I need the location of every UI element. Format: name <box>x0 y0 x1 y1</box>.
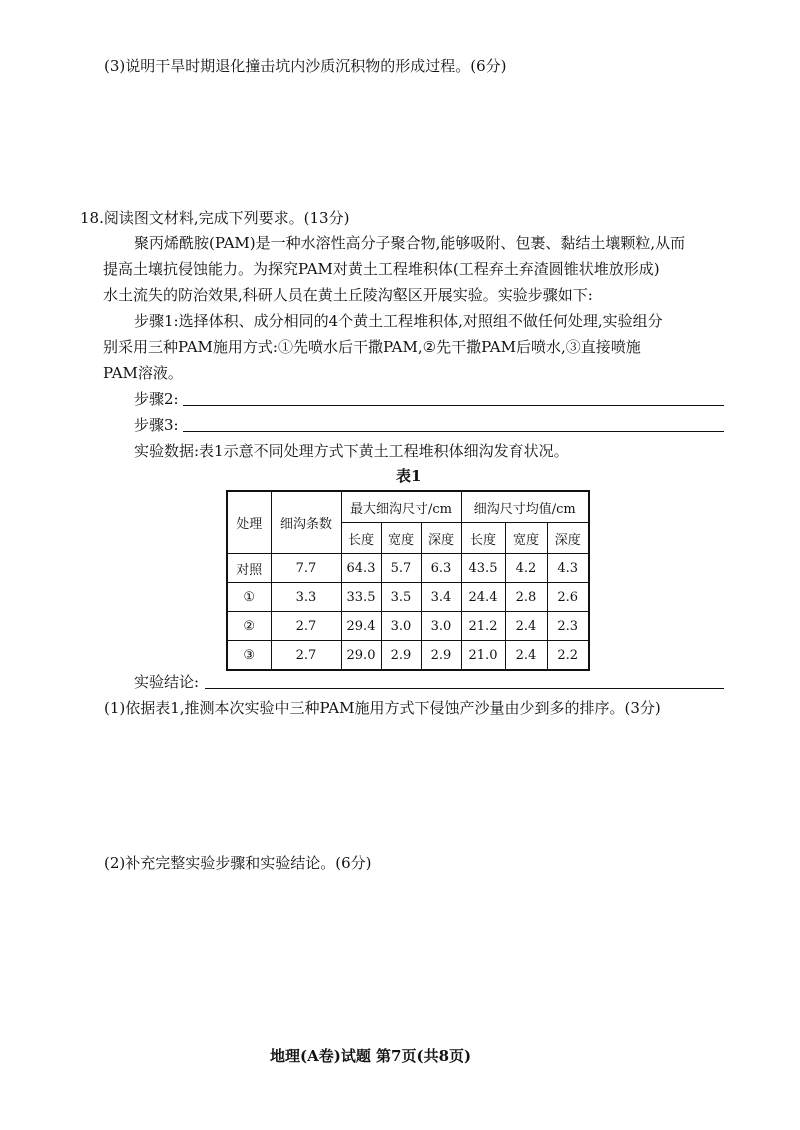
table-cell: 2.4 <box>505 641 547 671</box>
table-cell: 2.9 <box>421 641 461 671</box>
table-cell: 24.4 <box>461 583 505 612</box>
material-line-3: 水土流失的防治效果,科研人员在黄土丘陵沟壑区开展实验。实验步骤如下: <box>103 286 593 304</box>
subheader-avg-depth: 深度 <box>547 523 589 554</box>
table-cell: ② <box>227 612 271 641</box>
table-cell: 64.3 <box>341 554 381 583</box>
question-18-heading: 18.阅读图文材料,完成下列要求。(13分) <box>80 209 350 227</box>
header-avg-size: 细沟尺寸均值/cm <box>461 491 589 523</box>
table-row <box>227 612 589 641</box>
table-cell: 3.0 <box>421 612 461 641</box>
question-17-3: (3)说明干旱时期退化撞击坑内沙质沉积物的形成过程。(6分) <box>104 57 507 75</box>
subheader-avg-length: 长度 <box>461 523 505 554</box>
step1-line-3: PAM溶液。 <box>103 364 183 382</box>
table-cell: 4.2 <box>505 554 547 583</box>
table-cell: 3.3 <box>271 583 341 612</box>
table-cell: 21.0 <box>461 641 505 671</box>
step1-line-2: 别采用三种PAM施用方式:①先喷水后干撒PAM,②先干撒PAM后喷水,③直接喷施 <box>103 338 641 356</box>
subquestion-2: (2)补充完整实验步骤和实验结论。(6分) <box>104 854 372 872</box>
table-cell: 3.0 <box>381 612 421 641</box>
table-cell: 4.3 <box>547 554 589 583</box>
subheader-max-depth: 深度 <box>421 523 461 554</box>
table-cell: 对照 <box>227 554 271 583</box>
table-cell: 33.5 <box>341 583 381 612</box>
table-cell: 2.7 <box>271 641 341 671</box>
step2-label: 步骤2: <box>134 390 179 408</box>
table-cell: 29.0 <box>341 641 381 671</box>
table-cell: 7.7 <box>271 554 341 583</box>
table-cell: 2.9 <box>381 641 421 671</box>
table-row <box>227 554 589 583</box>
table-cell: 3.4 <box>421 583 461 612</box>
table-cell: ① <box>227 583 271 612</box>
step3-blank[interactable] <box>183 431 724 432</box>
rill-data-table <box>226 490 590 671</box>
subheader-max-length: 长度 <box>341 523 381 554</box>
step1-line-1: 步骤1:选择体积、成分相同的4个黄土工程堆积体,对照组不做任何处理,实验组分 <box>134 312 663 330</box>
header-rill-count: 细沟条数 <box>271 491 341 554</box>
subheader-max-width: 宽度 <box>381 523 421 554</box>
page-footer: 地理(A卷)试题 第7页(共8页) <box>270 1047 472 1065</box>
table-title: 表1 <box>396 467 422 485</box>
table-cell: 5.7 <box>381 554 421 583</box>
table-cell: 2.8 <box>505 583 547 612</box>
header-max-size: 最大细沟尺寸/cm <box>341 491 461 523</box>
table-row <box>227 583 589 612</box>
subheader-avg-width: 宽度 <box>505 523 547 554</box>
table-cell: 43.5 <box>461 554 505 583</box>
table-cell: 2.2 <box>547 641 589 671</box>
conclusion-blank[interactable] <box>205 688 724 689</box>
table-cell: 6.3 <box>421 554 461 583</box>
table-cell: 2.7 <box>271 612 341 641</box>
table-cell: 21.2 <box>461 612 505 641</box>
table-cell: 3.5 <box>381 583 421 612</box>
step2-blank[interactable] <box>183 405 724 406</box>
table-cell: 2.3 <box>547 612 589 641</box>
table-cell: 2.4 <box>505 612 547 641</box>
table-cell: 2.6 <box>547 583 589 612</box>
material-line-2: 提高土壤抗侵蚀能力。为探究PAM对黄土工程堆积体(工程弃土弃渣圆锥状堆放形成) <box>103 260 660 278</box>
table-cell: 29.4 <box>341 612 381 641</box>
header-treatment: 处理 <box>227 491 271 554</box>
table-row <box>227 641 589 671</box>
data-intro: 实验数据:表1示意不同处理方式下黄土工程堆积体细沟发育状况。 <box>134 442 569 460</box>
conclusion-label: 实验结论: <box>134 673 200 691</box>
step3-label: 步骤3: <box>134 416 179 434</box>
table-cell: ③ <box>227 641 271 671</box>
subquestion-1: (1)依据表1,推测本次实验中三种PAM施用方式下侵蚀产沙量由少到多的排序。(3分) <box>104 699 661 717</box>
material-line-1: 聚丙烯酰胺(PAM)是一种水溶性高分子聚合物,能够吸附、包裹、黏结土壤颗粒,从而 <box>134 234 686 252</box>
